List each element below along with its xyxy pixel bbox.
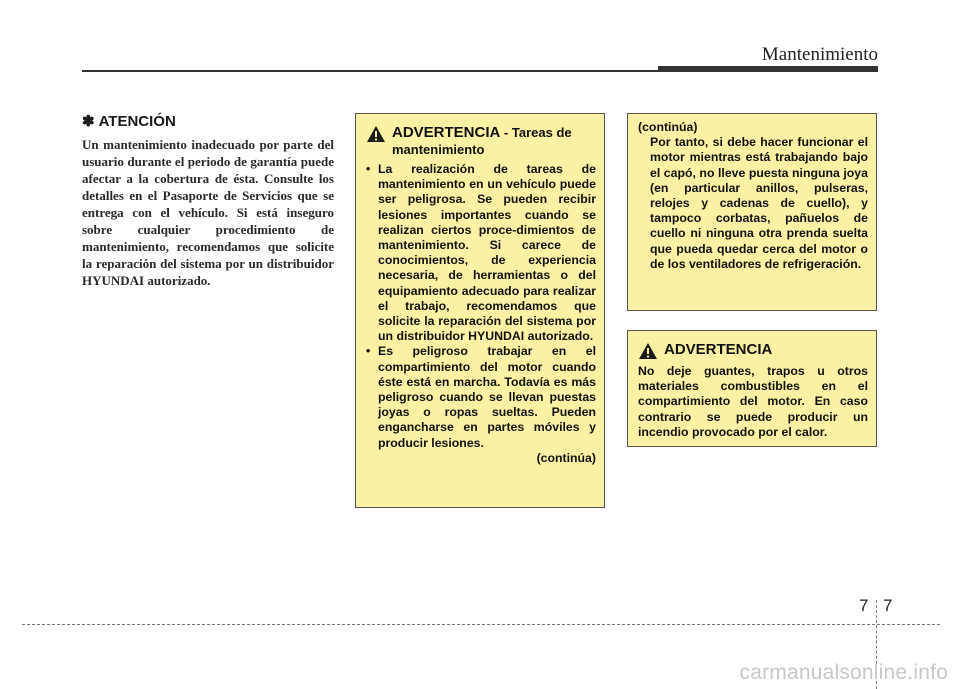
atencion-body: Un mantenimiento inadecuado por parte del usuario durante el periodo de garantía puede afectar a la cobertura de ésta. Consulte los detalles en el Pasaporte de Servicios que se entrega con el vehículo. Si está inseguro sobre cualquier procedimiento de mantenimiento, recomendamos que solicite la reparación del sistema por un distribuidor HYUNDAI autorizado. (82, 137, 334, 288)
bullet-text: Es peligroso trabajar en el compartimiento del motor cuando éste está en marcha. Todavía es más peligroso cuando se llevan puestas joyas o ropas sueltas. Pueden engancharse en partes móviles y producir lesiones. (378, 344, 596, 450)
warning-text: No deje guantes, trapos u otros materiales combustibles en el compartimiento del motor. En caso contrario se puede producir un incendio provocado por el calor. (638, 364, 868, 439)
continue-label: (continúa) (536, 450, 596, 465)
warning-triangle-icon (366, 125, 386, 143)
warning-title: ADVERTENCIA (664, 341, 773, 358)
list-item: • Es peligroso trabajar en el compartimiento del motor cuando éste está en marcha. Todavía es más peligroso cuando se llevan puestas joyas o ropas sueltas. Pueden engancharse en partes móviles y producir lesiones. (366, 344, 596, 450)
chapter-number: 7 (859, 596, 869, 615)
atencion-notice (82, 112, 334, 289)
watermark: carmanualsonline.info (739, 661, 948, 684)
warning-title-text: ADVERTENCIA (392, 124, 500, 141)
page-number: 7 (883, 596, 893, 615)
asterisk-icon: ✽ (82, 113, 95, 130)
warning-box-combustibles (627, 330, 877, 447)
warning-box-continued (627, 113, 877, 311)
warning-bullet-list (366, 162, 596, 451)
header-rule-accent (658, 66, 878, 72)
continued-text: Por tanto, si debe hacer funcionar el motor mientras está trabajando bajo el capó, no lleve puesta ninguna joya (en particular anillos, pulseras, relojes y cadenas de cuello), y tampoco corbatas, pañuelos de cuello ni ninguna otra prenda suelta que pueda quedar cerca del motor o de los ventiladores de refrigeración. (650, 135, 868, 271)
continued-label: (continúa) (638, 120, 698, 134)
list-item: • La realización de tareas de mantenimiento en un vehículo puede ser peligrosa. Se pueden recibir lesiones importantes cuando se realizan ciertos proce-dimientos de mantenimiento. Si carece de conocimientos, de experiencia necesaria, de herramientas o del equipamiento adecuado para realizar el trabajo, recomendamos que solicite la reparación del sistema por un distribuidor HYUNDAI autorizado. (366, 162, 596, 344)
warning-box-maintenance (355, 113, 605, 508)
header-rule (82, 70, 662, 72)
atencion-heading (82, 112, 334, 130)
bullet-text: La realización de tareas de mantenimiento en un vehículo puede ser peligrosa. Se pueden recibir lesiones importantes cuando se realizan ciertos proce-dimientos de mantenimiento. Si carece de conocimientos, de experiencia necesaria, de herramientas o del equipamiento adecuado para realizar el trabajo, recomendamos que solicite la reparación del sistema por un distribuidor HYUNDAI autorizado. (378, 162, 596, 344)
warning-subtitle: - Tareas de mantenimiento (392, 125, 572, 157)
atencion-title: ATENCIÓN (98, 112, 176, 130)
warning-triangle-icon (638, 342, 658, 360)
section-title: Mantenimiento (761, 44, 878, 65)
footer-divider (22, 624, 940, 625)
warning-title (392, 124, 596, 158)
